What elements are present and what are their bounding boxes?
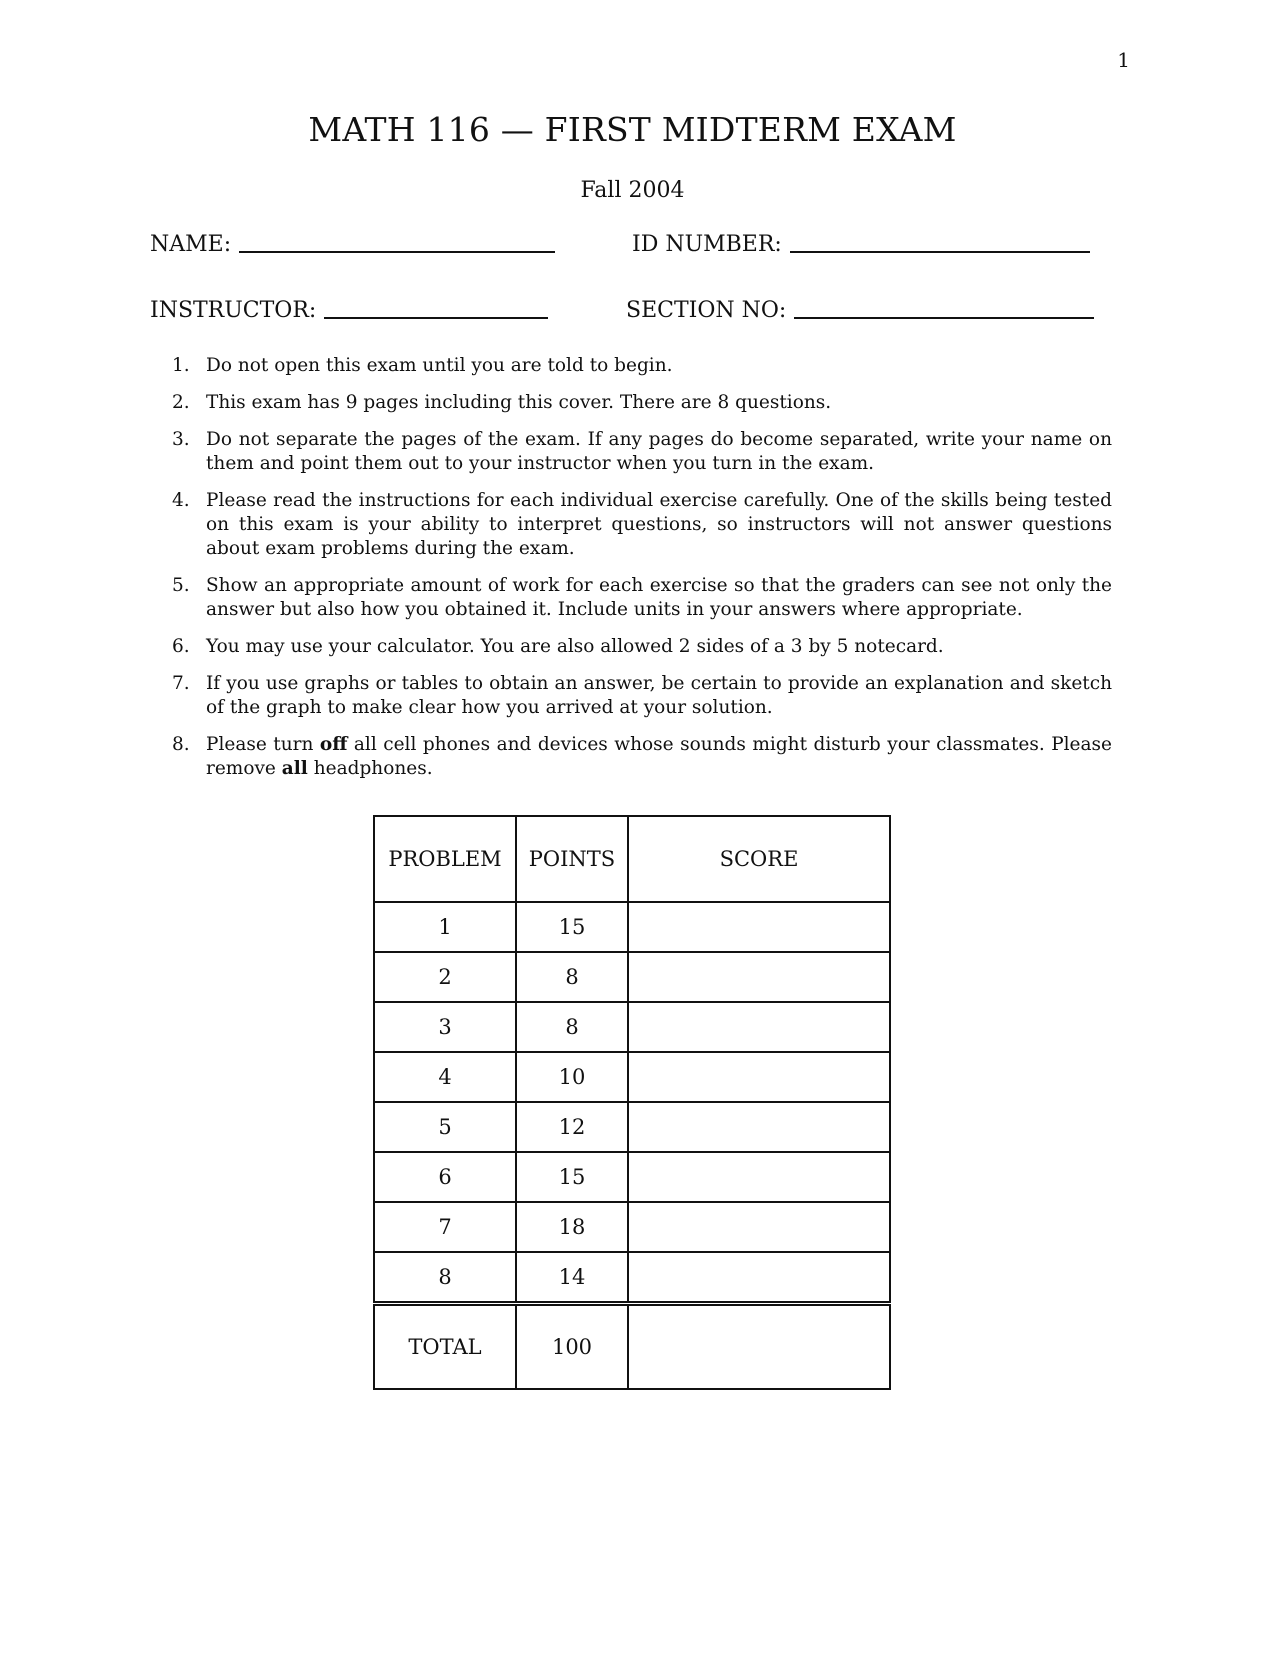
problem-cell: 4	[374, 1052, 516, 1102]
header-problem: PROBLEM	[374, 816, 516, 902]
problem-cell: 6	[374, 1152, 516, 1202]
instructions-list	[172, 354, 1112, 794]
problem-cell: 2	[374, 952, 516, 1002]
score-cell	[628, 952, 890, 1002]
score-cell	[628, 1152, 890, 1202]
points-cell: 8	[516, 1002, 628, 1052]
exam-term: Fall 2004	[580, 178, 685, 203]
score-table-header-row	[374, 816, 890, 902]
instruction-text: Do not open this exam until you are told to begin.	[206, 355, 673, 376]
points-cell: 15	[516, 902, 628, 952]
instruction-number: 5.	[172, 575, 190, 596]
total-row	[374, 1304, 890, 1390]
instruction-number: 7.	[172, 673, 190, 694]
points-cell: 8	[516, 952, 628, 1002]
instruction-item	[172, 733, 1112, 781]
instruction-item	[172, 428, 1112, 476]
instruction-text: Do not separate the pages of the exam. If any pages do become separated, write your name on them and point them out to your instructor when you turn in the exam.	[206, 429, 1112, 474]
table-row	[374, 1252, 890, 1304]
instruction-item	[172, 574, 1112, 622]
instruction-item	[172, 391, 1112, 415]
instruction-number: 2.	[172, 392, 190, 413]
instruction-bold-word: off	[319, 734, 348, 755]
instruction-text: Please read the instructions for each individual exercise carefully. One of the skills being tested on this exam is your ability to interpret questions, so instructors will not answer questions about exam problems during the exam.	[206, 490, 1112, 559]
points-cell: 10	[516, 1052, 628, 1102]
score-cell	[628, 1252, 890, 1304]
instructor-label: INSTRUCTOR:	[150, 298, 317, 323]
total-points: 100	[516, 1304, 628, 1390]
instruction-item	[172, 489, 1112, 561]
instruction-item	[172, 672, 1112, 720]
section-no-field	[626, 298, 1094, 323]
table-row	[374, 1202, 890, 1252]
instructor-blank-line	[324, 316, 548, 319]
problem-cell: 8	[374, 1252, 516, 1304]
instruction-text-part: Please turn	[206, 734, 314, 755]
instruction-number: 3.	[172, 429, 190, 450]
instruction-number: 8.	[172, 734, 190, 755]
header-points: POINTS	[516, 816, 628, 902]
section-no-label: SECTION NO:	[626, 298, 787, 323]
table-row	[374, 1152, 890, 1202]
name-label: NAME:	[150, 232, 232, 257]
header-score: SCORE	[628, 816, 890, 902]
instruction-text: Show an appropriate amount of work for each exercise so that the graders can see not only the answer but also how you obtained it. Include units in your answers where appropriate.	[206, 575, 1112, 620]
instruction-text: If you use graphs or tables to obtain an answer, be certain to provide an explanation and sketch of the graph to make clear how you arrived at your solution.	[206, 673, 1112, 718]
instruction-number: 4.	[172, 490, 190, 511]
score-cell	[628, 1002, 890, 1052]
problem-cell: 5	[374, 1102, 516, 1152]
total-score	[628, 1304, 890, 1390]
score-table	[373, 815, 891, 1390]
instruction-text: You may use your calculator. You are also allowed 2 sides of a 3 by 5 notecard.	[206, 636, 944, 657]
exam-title: MATH 116 — FIRST MIDTERM EXAM	[308, 110, 957, 149]
page-number: 1	[1117, 48, 1130, 72]
instruction-item	[172, 635, 1112, 659]
problem-cell: 1	[374, 902, 516, 952]
total-label: TOTAL	[374, 1304, 516, 1390]
problem-cell: 7	[374, 1202, 516, 1252]
name-field	[150, 232, 555, 257]
instruction-text-part: headphones.	[313, 758, 433, 779]
score-cell	[628, 1102, 890, 1152]
score-cell	[628, 1202, 890, 1252]
table-row	[374, 1002, 890, 1052]
problem-cell: 3	[374, 1002, 516, 1052]
points-cell: 18	[516, 1202, 628, 1252]
instructor-field	[150, 298, 548, 323]
points-cell: 14	[516, 1252, 628, 1304]
section-no-blank-line	[794, 316, 1094, 319]
score-cell	[628, 902, 890, 952]
score-cell	[628, 1052, 890, 1102]
instruction-number: 1.	[172, 355, 190, 376]
table-row	[374, 1102, 890, 1152]
table-row	[374, 1052, 890, 1102]
table-row	[374, 902, 890, 952]
instruction-text: This exam has 9 pages including this cover. There are 8 questions.	[206, 392, 832, 413]
id-number-label: ID NUMBER:	[632, 232, 782, 257]
id-number-field	[632, 232, 1090, 257]
instruction-bold-word: all	[281, 758, 308, 779]
points-cell: 15	[516, 1152, 628, 1202]
name-blank-line	[239, 250, 555, 253]
instruction-text	[206, 733, 1112, 781]
points-cell: 12	[516, 1102, 628, 1152]
instruction-item	[172, 354, 1112, 378]
table-row	[374, 952, 890, 1002]
instruction-number: 6.	[172, 636, 190, 657]
instruction-text-part: all cell phones and devices whose sounds might disturb your classmates. Please remove	[206, 734, 1112, 779]
id-number-blank-line	[790, 250, 1090, 253]
